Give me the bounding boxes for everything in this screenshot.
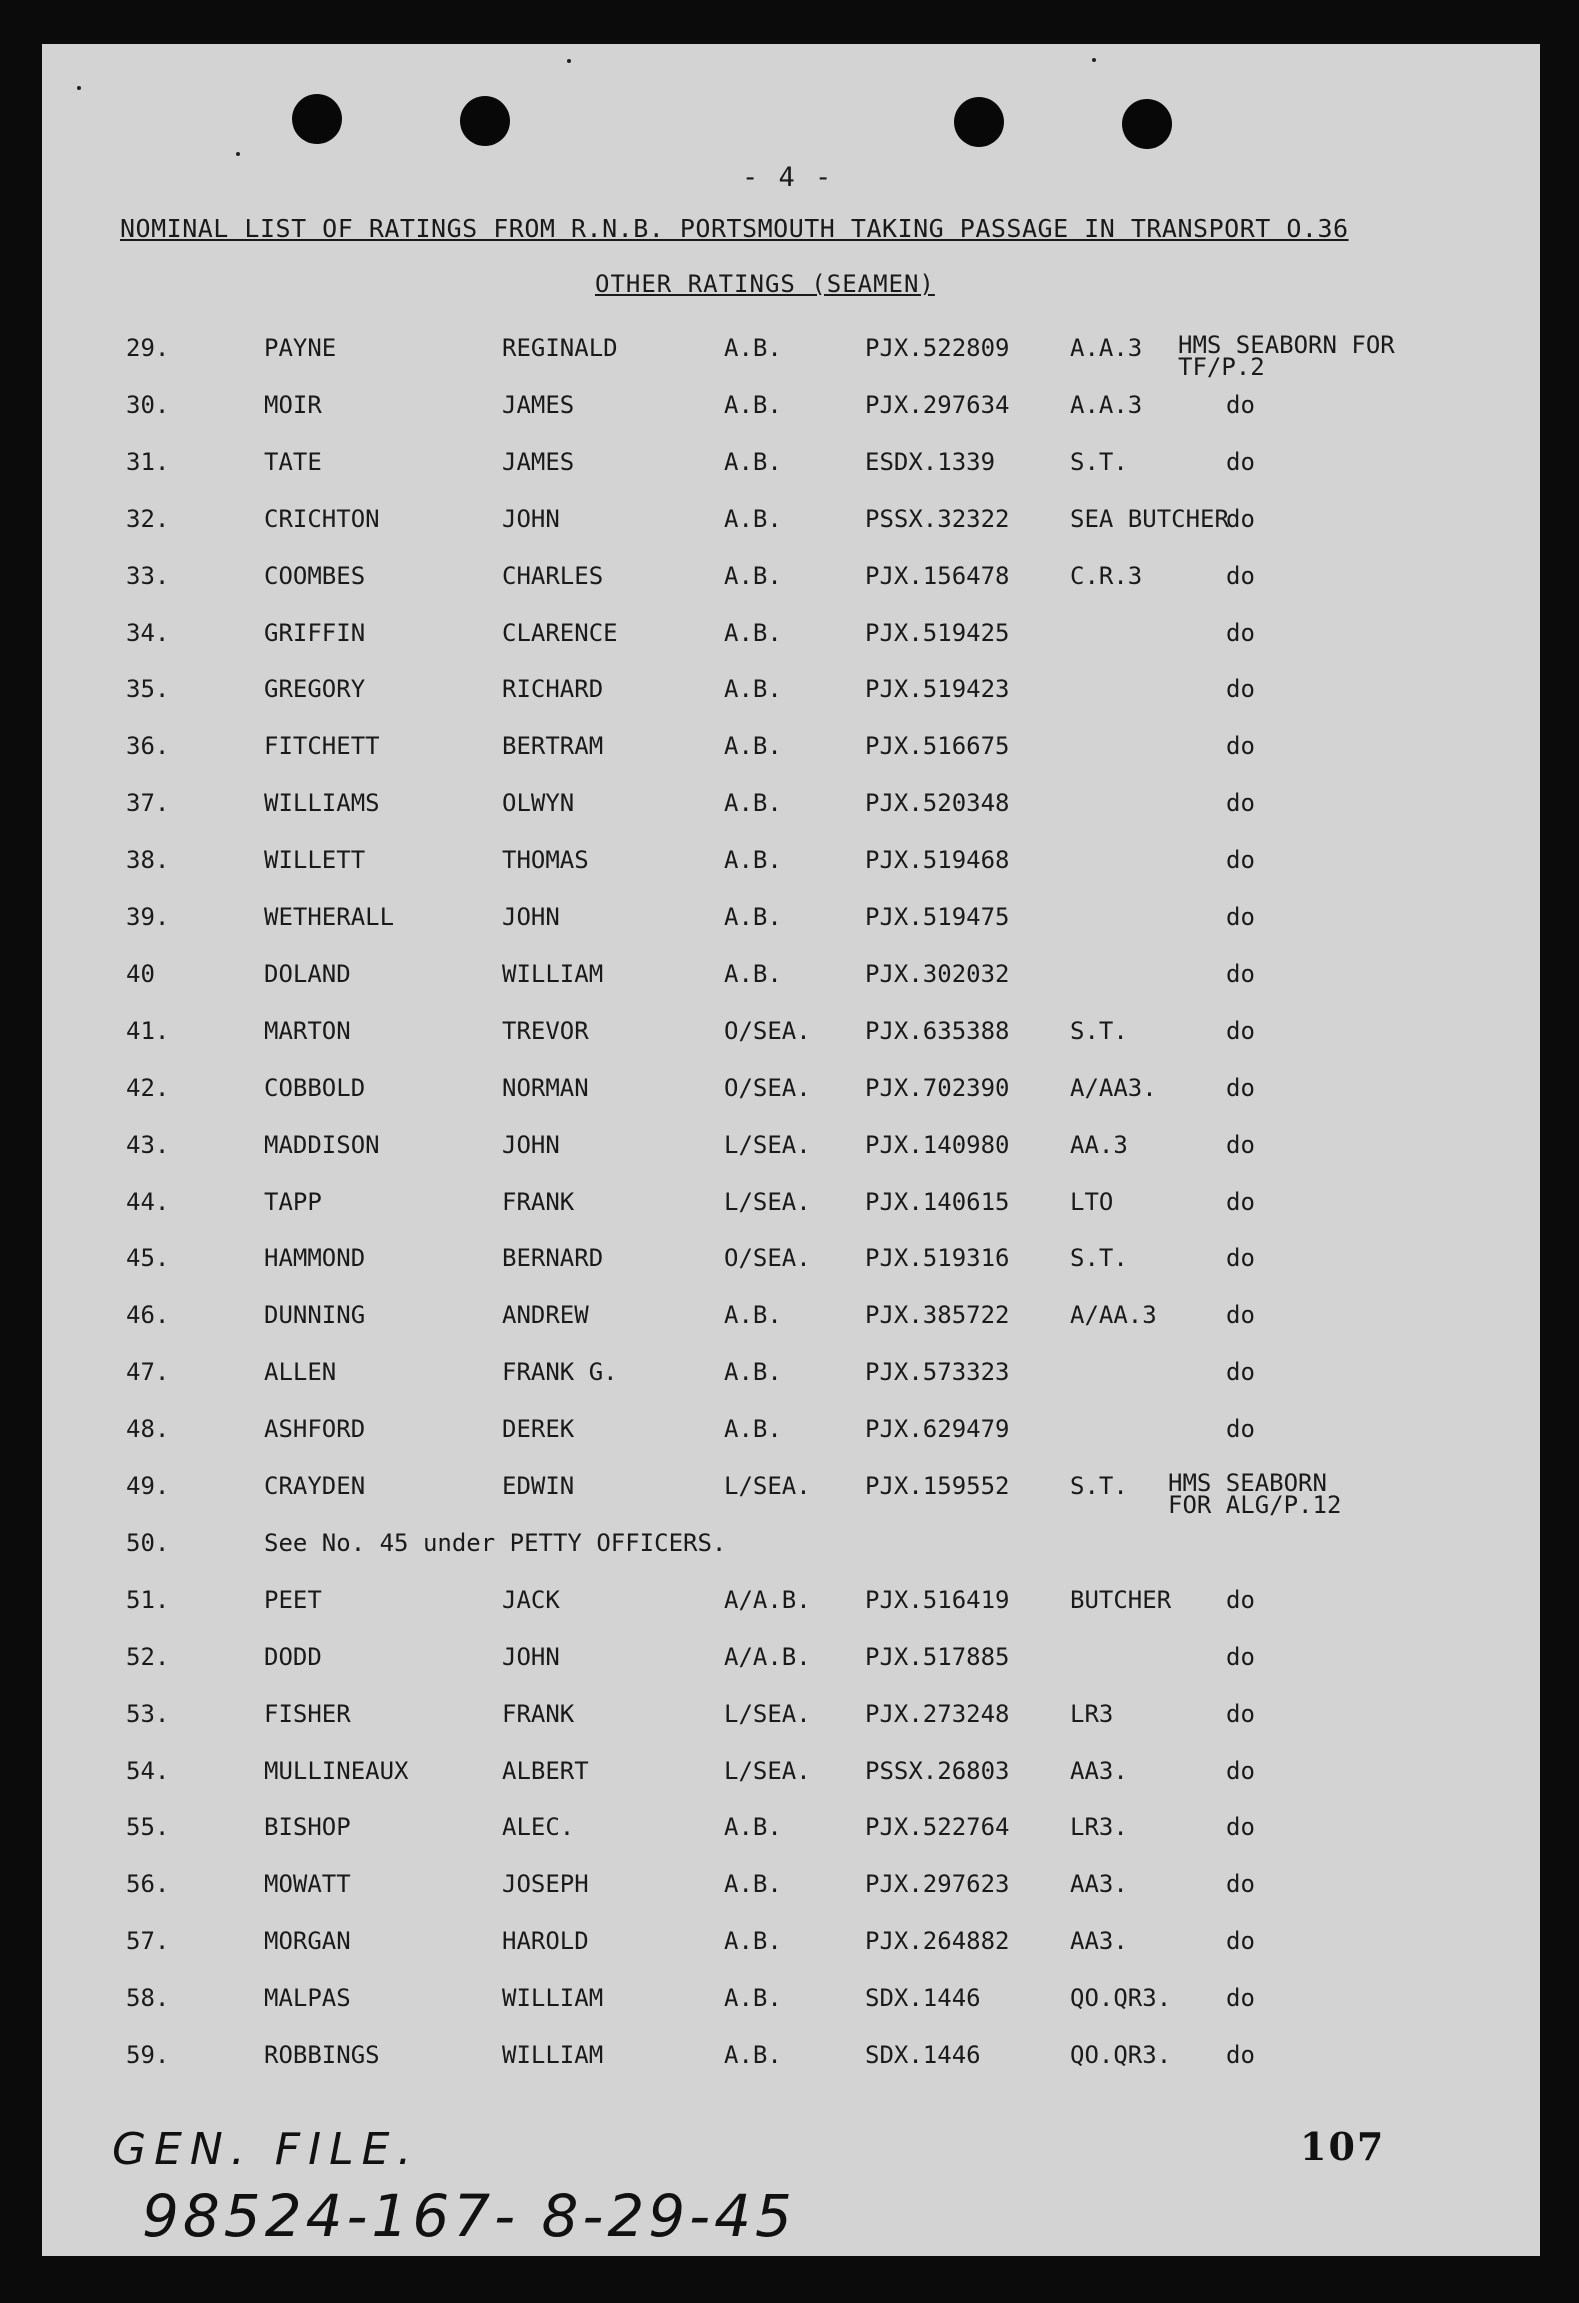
first-name: JOSEPH: [502, 1870, 589, 1898]
rating-number: 38.: [126, 846, 170, 874]
surname: CRICHTON: [264, 505, 380, 533]
destination: do: [1226, 1358, 1255, 1386]
surname: DUNNING: [264, 1301, 366, 1329]
list-item: [42, 675, 1540, 715]
rate: A/A.B.: [724, 1586, 811, 1614]
rating-number: 53.: [126, 1700, 170, 1728]
surname: MADDISON: [264, 1131, 380, 1159]
surname: GRIFFIN: [264, 619, 366, 647]
destination: do: [1226, 448, 1255, 476]
surname: FITCHETT: [264, 732, 380, 760]
official-number: PJX.519425: [865, 619, 1010, 647]
surname: ALLEN: [264, 1358, 337, 1386]
qualification: AA3.: [1070, 1757, 1128, 1785]
official-number: PJX.522764: [865, 1813, 1010, 1841]
rating-number: 54.: [126, 1757, 170, 1785]
qualification: LR3: [1070, 1700, 1114, 1728]
destination: do: [1226, 2041, 1255, 2069]
paper-speck: [1092, 58, 1096, 62]
surname: FISHER: [264, 1700, 351, 1728]
destination: do: [1226, 1017, 1255, 1045]
destination: do: [1226, 1586, 1255, 1614]
first-name: FRANK: [502, 1700, 575, 1728]
first-name: JAMES: [502, 391, 575, 419]
rating-number: 47.: [126, 1358, 170, 1386]
first-name: JOHN: [502, 903, 560, 931]
surname: COBBOLD: [264, 1074, 366, 1102]
list-item: [42, 903, 1540, 943]
surname: ASHFORD: [264, 1415, 366, 1443]
qualification: LR3.: [1070, 1813, 1128, 1841]
destination: do: [1226, 1415, 1255, 1443]
surname: PAYNE: [264, 334, 337, 362]
surname: TATE: [264, 448, 322, 476]
rating-number: 51.: [126, 1586, 170, 1614]
surname: MARTON: [264, 1017, 351, 1045]
first-name: BERNARD: [502, 1244, 604, 1272]
surname: MALPAS: [264, 1984, 351, 2012]
rate: A.B.: [724, 846, 782, 874]
official-number: PJX.385722: [865, 1301, 1010, 1329]
rate: A.B.: [724, 2041, 782, 2069]
rate: A.B.: [724, 1984, 782, 2012]
surname: ROBBINGS: [264, 2041, 380, 2069]
rating-number: 40: [126, 960, 155, 988]
rating-number: 45.: [126, 1244, 170, 1272]
list-item: [42, 1188, 1540, 1228]
official-number: PJX.702390: [865, 1074, 1010, 1102]
rate: A.B.: [724, 1301, 782, 1329]
rate: A.B.: [724, 960, 782, 988]
rating-number: 32.: [126, 505, 170, 533]
list-item: [42, 1469, 1540, 1519]
first-name: WILLIAM: [502, 1984, 604, 2012]
qualification: AA3.: [1070, 1870, 1128, 1898]
list-item: [42, 1700, 1540, 1740]
destination: do: [1226, 1757, 1255, 1785]
official-number: PJX.297623: [865, 1870, 1010, 1898]
official-number: PJX.519475: [865, 903, 1010, 931]
first-name: FRANK G.: [502, 1358, 618, 1386]
rating-number: 42.: [126, 1074, 170, 1102]
rating-number: 55.: [126, 1813, 170, 1841]
official-number: PJX.522809: [865, 334, 1010, 362]
first-name: WILLIAM: [502, 2041, 604, 2069]
qualification: S.T.: [1070, 1017, 1128, 1045]
rating-number: 34.: [126, 619, 170, 647]
first-name: JOHN: [502, 1643, 560, 1671]
destination: do: [1226, 1643, 1255, 1671]
first-name: ALBERT: [502, 1757, 589, 1785]
document-page: [42, 44, 1540, 2256]
destination: do: [1226, 505, 1255, 533]
rate: O/SEA.: [724, 1244, 811, 1272]
rating-number: 58.: [126, 1984, 170, 2012]
rate: A.B.: [724, 789, 782, 817]
qualification: A/AA3.: [1070, 1074, 1157, 1102]
destination: do: [1226, 1813, 1255, 1841]
qualification: S.T.: [1070, 1472, 1128, 1500]
destination: do: [1226, 1131, 1255, 1159]
rate: L/SEA.: [724, 1700, 811, 1728]
first-name: OLWYN: [502, 789, 575, 817]
qualification: BUTCHER: [1070, 1586, 1172, 1614]
qualification: QO.QR3.: [1070, 2041, 1172, 2069]
destination: HMS SEABORN FOR TF/P.2: [1178, 331, 1395, 381]
rating-number: 37.: [126, 789, 170, 817]
rating-number: 57.: [126, 1927, 170, 1955]
rating-number: 33.: [126, 562, 170, 590]
first-name: JOHN: [502, 1131, 560, 1159]
rate: A/A.B.: [724, 1643, 811, 1671]
official-number: PJX.273248: [865, 1700, 1010, 1728]
first-name: FRANK: [502, 1188, 575, 1216]
rate: A.B.: [724, 391, 782, 419]
official-number: PJX.156478: [865, 562, 1010, 590]
first-name: EDWIN: [502, 1472, 575, 1500]
qualification: AA.3: [1070, 1131, 1128, 1159]
rate: A.B.: [724, 1415, 782, 1443]
list-item: [42, 1074, 1540, 1114]
document-title: NOMINAL LIST OF RATINGS FROM R.N.B. PORTSMOUTH TAKING PASSAGE IN TRANSPORT O.36: [120, 214, 1349, 243]
list-item: [42, 1586, 1540, 1626]
official-number: PJX.520348: [865, 789, 1010, 817]
surname: MULLINEAUX: [264, 1757, 409, 1785]
official-number: PJX.519468: [865, 846, 1010, 874]
qualification: A/AA.3: [1070, 1301, 1157, 1329]
qualification: AA3.: [1070, 1927, 1128, 1955]
rate: A.B.: [724, 619, 782, 647]
rating-number: 59.: [126, 2041, 170, 2069]
destination: do: [1226, 1927, 1255, 1955]
surname: WILLIAMS: [264, 789, 380, 817]
paper-speck: [77, 86, 81, 90]
destination: do: [1226, 562, 1255, 590]
official-number: ESDX.1339: [865, 448, 996, 476]
first-name: BERTRAM: [502, 732, 604, 760]
list-item: [42, 960, 1540, 1000]
rate: A.B.: [724, 732, 782, 760]
list-item: [42, 1984, 1540, 2024]
first-name: THOMAS: [502, 846, 589, 874]
handwritten-file-number: 98524-167- 8-29-45: [142, 2182, 796, 2250]
qualification: LTO: [1070, 1188, 1114, 1216]
rate: A.B.: [724, 1358, 782, 1386]
rating-number: 29.: [126, 334, 170, 362]
rate: A.B.: [724, 903, 782, 931]
qualification: C.R.3: [1070, 562, 1143, 590]
destination: do: [1226, 789, 1255, 817]
official-number: PJX.264882: [865, 1927, 1010, 1955]
official-number: SDX.1446: [865, 2041, 981, 2069]
qualification: A.A.3: [1070, 334, 1143, 362]
official-number: PJX.519423: [865, 675, 1010, 703]
destination: do: [1226, 675, 1255, 703]
rating-number: 43.: [126, 1131, 170, 1159]
destination: do: [1226, 1984, 1255, 2012]
rate: A.B.: [724, 562, 782, 590]
official-number: PJX.140615: [865, 1188, 1010, 1216]
surname: MOWATT: [264, 1870, 351, 1898]
rate: O/SEA.: [724, 1074, 811, 1102]
list-item: [42, 562, 1540, 602]
surname: HAMMOND: [264, 1244, 366, 1272]
surname: MORGAN: [264, 1927, 351, 1955]
rating-number: 48.: [126, 1415, 170, 1443]
punch-hole: [292, 94, 342, 144]
rating-number: 52.: [126, 1643, 170, 1671]
first-name: TREVOR: [502, 1017, 589, 1045]
official-number: PJX.629479: [865, 1415, 1010, 1443]
official-number: PJX.519316: [865, 1244, 1010, 1272]
surname: TAPP: [264, 1188, 322, 1216]
first-name: NORMAN: [502, 1074, 589, 1102]
surname: GREGORY: [264, 675, 366, 703]
destination: do: [1226, 960, 1255, 988]
first-name: ALEC.: [502, 1813, 575, 1841]
list-item: [42, 1017, 1540, 1057]
first-name: JOHN: [502, 505, 560, 533]
official-number: PJX.159552: [865, 1472, 1010, 1500]
first-name: CLARENCE: [502, 619, 618, 647]
list-item: [42, 1529, 1540, 1569]
first-name: CHARLES: [502, 562, 604, 590]
rating-note: See No. 45 under PETTY OFFICERS.: [264, 1529, 727, 1557]
official-number: SDX.1446: [865, 1984, 981, 2012]
page-number: - 4 -: [742, 162, 834, 193]
destination: do: [1226, 619, 1255, 647]
first-name: JAMES: [502, 448, 575, 476]
official-number: PJX.635388: [865, 1017, 1010, 1045]
list-item: [42, 1244, 1540, 1284]
list-item: [42, 2041, 1540, 2081]
destination: do: [1226, 1074, 1255, 1102]
surname: BISHOP: [264, 1813, 351, 1841]
list-item: [42, 1927, 1540, 1967]
destination: do: [1226, 1188, 1255, 1216]
destination: do: [1226, 846, 1255, 874]
surname: CRAYDEN: [264, 1472, 366, 1500]
first-name: JACK: [502, 1586, 560, 1614]
stamped-page-number: 107: [1300, 2124, 1386, 2169]
list-item: [42, 1870, 1540, 1910]
list-item: [42, 1131, 1540, 1171]
section-subtitle: OTHER RATINGS (SEAMEN): [595, 270, 935, 298]
official-number: PSSX.32322: [865, 505, 1010, 533]
list-item: [42, 1757, 1540, 1797]
official-number: PJX.516675: [865, 732, 1010, 760]
surname: COOMBES: [264, 562, 366, 590]
rating-number: 41.: [126, 1017, 170, 1045]
destination: do: [1226, 1700, 1255, 1728]
official-number: PJX.573323: [865, 1358, 1010, 1386]
qualification: S.T.: [1070, 1244, 1128, 1272]
list-item: [42, 1301, 1540, 1341]
first-name: WILLIAM: [502, 960, 604, 988]
rating-number: 44.: [126, 1188, 170, 1216]
list-item: [42, 732, 1540, 772]
surname: PEET: [264, 1586, 322, 1614]
surname: DODD: [264, 1643, 322, 1671]
qualification: SEA BUTCHER: [1070, 505, 1229, 533]
list-item: [42, 391, 1540, 431]
rating-number: 31.: [126, 448, 170, 476]
rate: A.B.: [724, 675, 782, 703]
surname: MOIR: [264, 391, 322, 419]
rate: O/SEA.: [724, 1017, 811, 1045]
rate: L/SEA.: [724, 1188, 811, 1216]
punch-hole: [1122, 99, 1172, 149]
rating-number: 56.: [126, 1870, 170, 1898]
rating-number: 35.: [126, 675, 170, 703]
paper-speck: [236, 152, 240, 156]
surname: WETHERALL: [264, 903, 395, 931]
list-item: [42, 1358, 1540, 1398]
punch-hole: [460, 96, 510, 146]
rating-number: 49.: [126, 1472, 170, 1500]
destination: do: [1226, 903, 1255, 931]
paper-speck: [567, 59, 571, 63]
rate: A.B.: [724, 334, 782, 362]
list-item: [42, 505, 1540, 545]
official-number: PJX.302032: [865, 960, 1010, 988]
first-name: REGINALD: [502, 334, 618, 362]
first-name: DEREK: [502, 1415, 575, 1443]
rate: L/SEA.: [724, 1131, 811, 1159]
official-number: PJX.297634: [865, 391, 1010, 419]
qualification: A.A.3: [1070, 391, 1143, 419]
handwritten-file-label: GEN. FILE.: [112, 2124, 420, 2175]
official-number: PJX.140980: [865, 1131, 1010, 1159]
surname: DOLAND: [264, 960, 351, 988]
destination: do: [1226, 1244, 1255, 1272]
destination: do: [1226, 732, 1255, 760]
rate: A.B.: [724, 1870, 782, 1898]
qualification: QO.QR3.: [1070, 1984, 1172, 2012]
official-number: PJX.516419: [865, 1586, 1010, 1614]
first-name: ANDREW: [502, 1301, 589, 1329]
rate: L/SEA.: [724, 1757, 811, 1785]
destination: do: [1226, 1301, 1255, 1329]
list-item: [42, 331, 1540, 381]
rate: A.B.: [724, 505, 782, 533]
list-item: [42, 1643, 1540, 1683]
rate: A.B.: [724, 448, 782, 476]
rating-number: 36.: [126, 732, 170, 760]
list-item: [42, 1415, 1540, 1455]
surname: WILLETT: [264, 846, 366, 874]
list-item: [42, 619, 1540, 659]
rating-number: 39.: [126, 903, 170, 931]
rating-number: 30.: [126, 391, 170, 419]
list-item: [42, 846, 1540, 886]
list-item: [42, 448, 1540, 488]
rating-number: 50.: [126, 1529, 170, 1557]
first-name: HAROLD: [502, 1927, 589, 1955]
qualification: S.T.: [1070, 448, 1128, 476]
first-name: RICHARD: [502, 675, 604, 703]
rate: L/SEA.: [724, 1472, 811, 1500]
official-number: PJX.517885: [865, 1643, 1010, 1671]
destination: do: [1226, 1870, 1255, 1898]
punch-hole: [954, 97, 1004, 147]
destination: HMS SEABORN FOR ALG/P.12: [1168, 1469, 1342, 1519]
rate: A.B.: [724, 1813, 782, 1841]
destination: do: [1226, 391, 1255, 419]
rate: A.B.: [724, 1927, 782, 1955]
list-item: [42, 789, 1540, 829]
rating-number: 46.: [126, 1301, 170, 1329]
official-number: PSSX.26803: [865, 1757, 1010, 1785]
list-item: [42, 1813, 1540, 1853]
